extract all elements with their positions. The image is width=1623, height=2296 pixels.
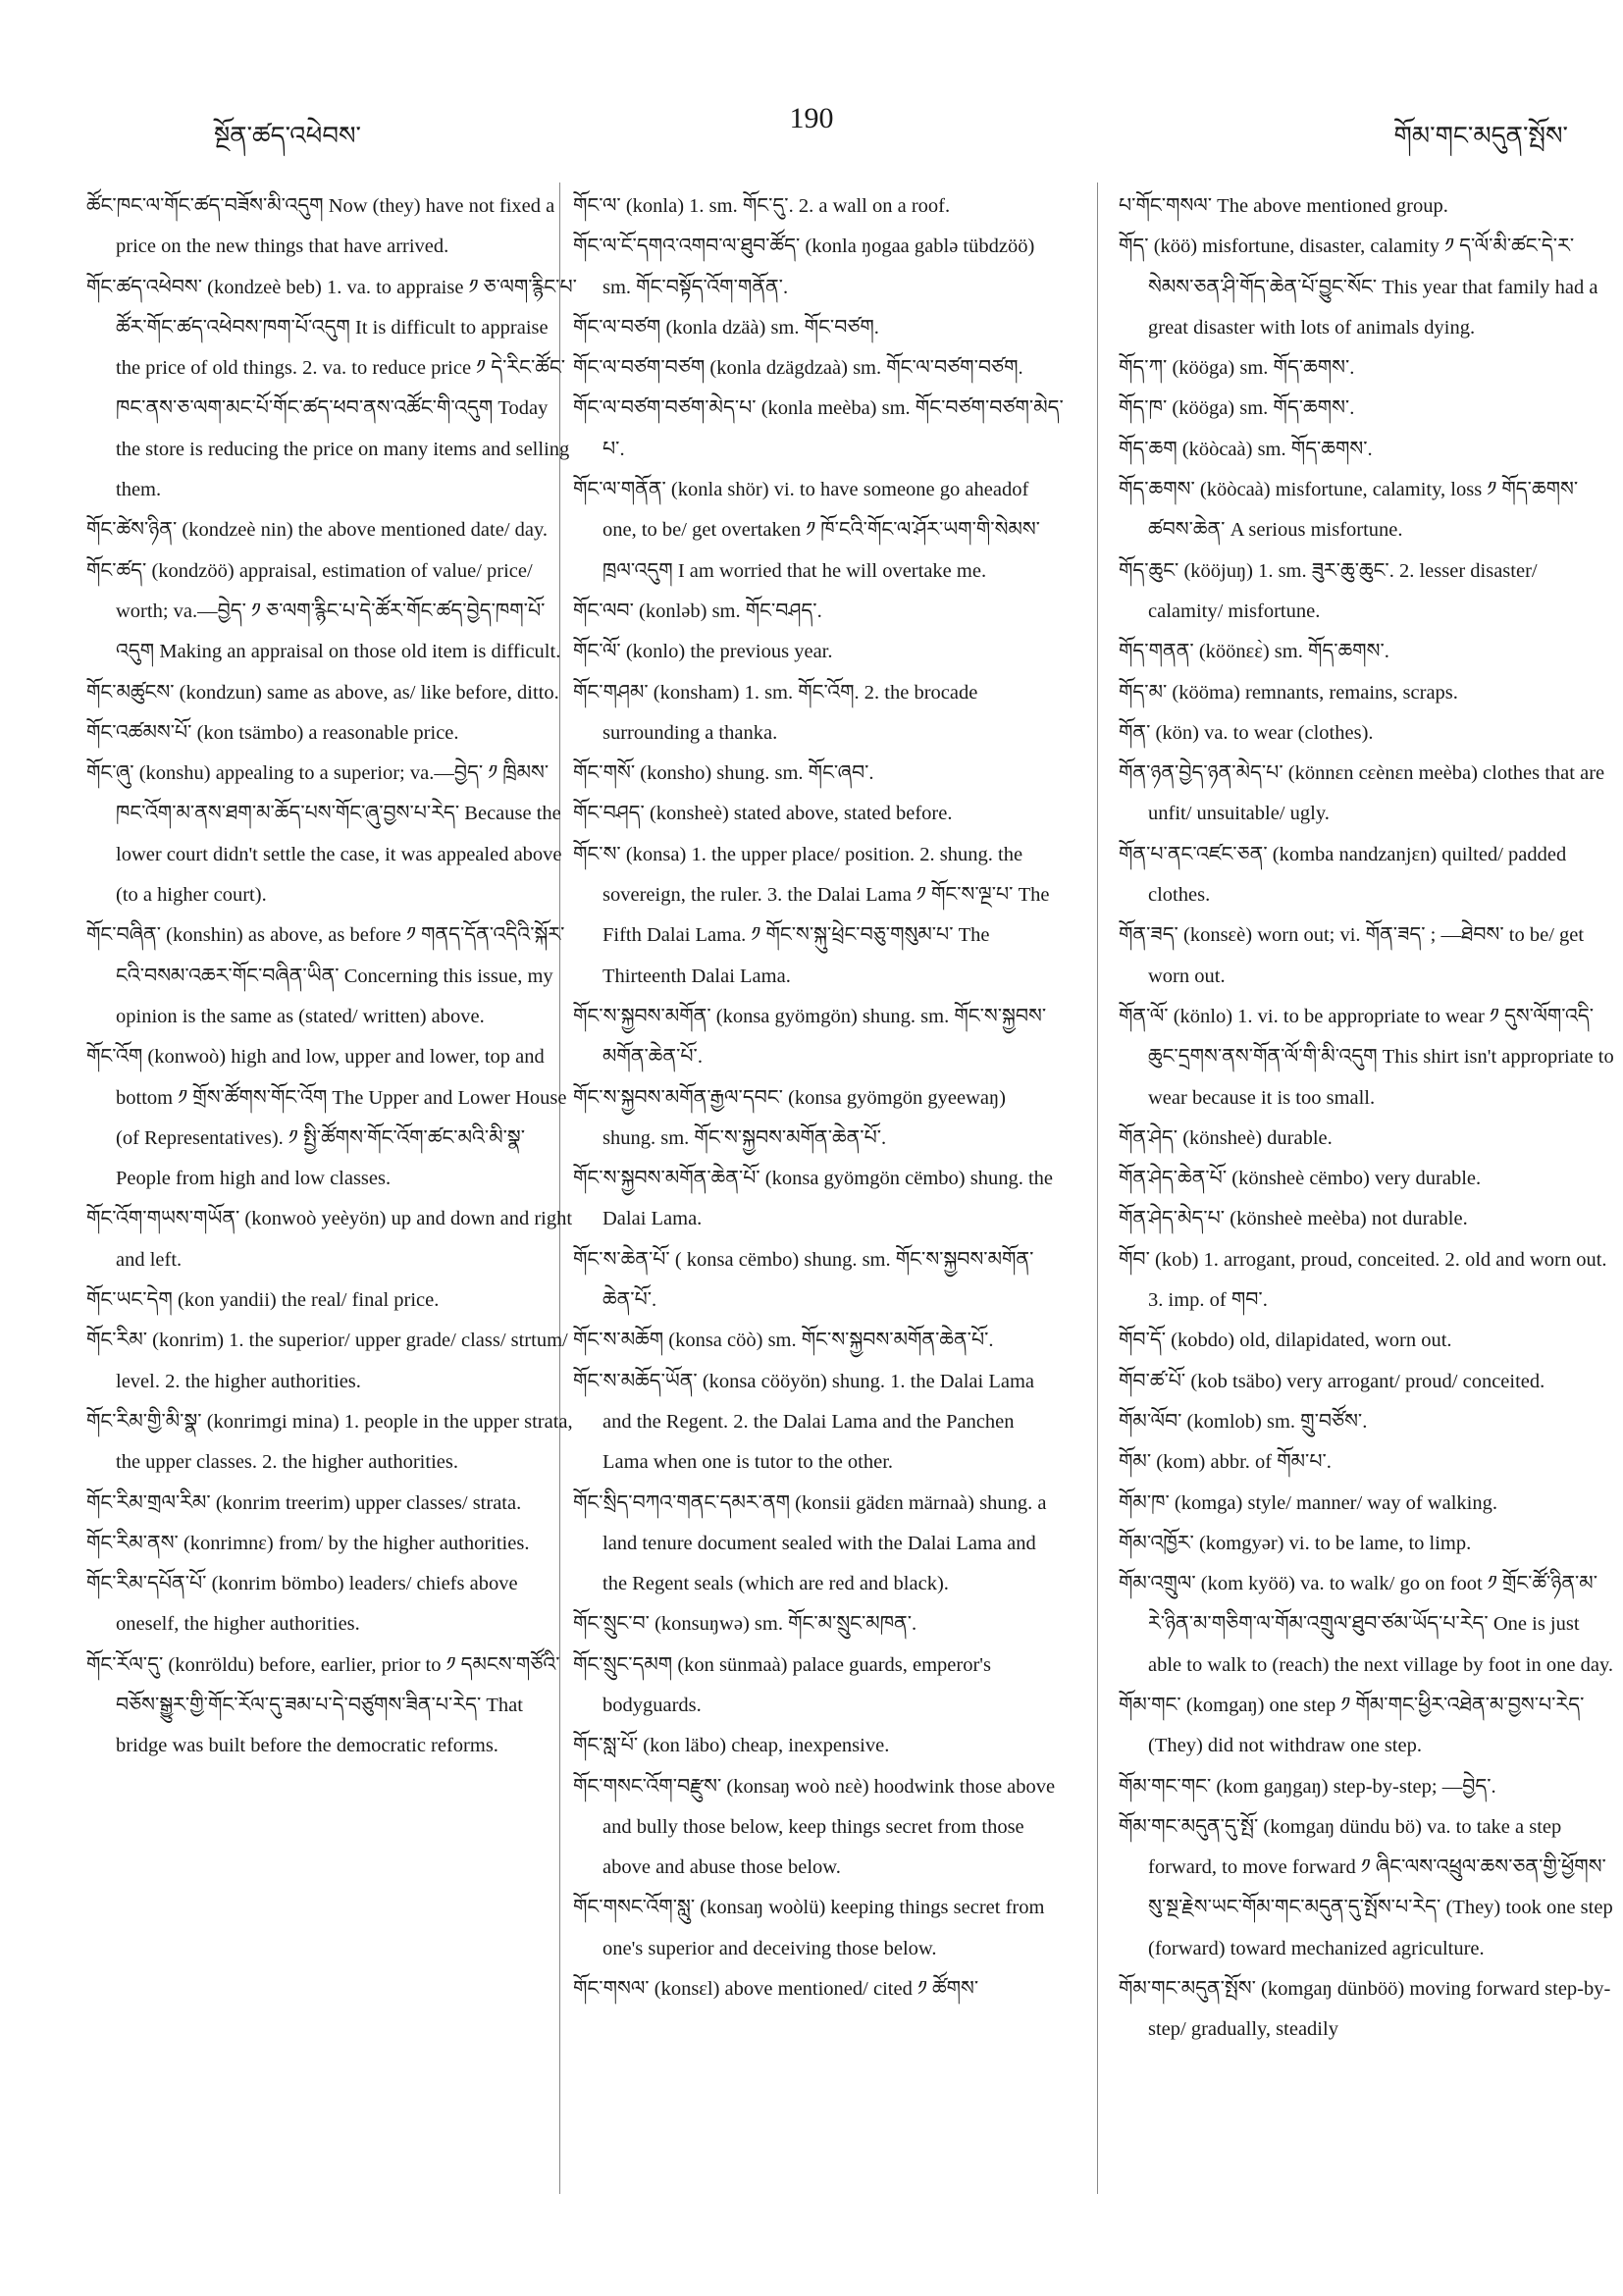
dictionary-entry: གོབ་ཚ་པོ་ (kob tsäbo) very arrogant/ proud/ conceited. [1119,1370,1545,1392]
dictionary-entry: གོང་བཤད་ (konsheè) stated above, stated before. [573,803,953,825]
dictionary-entry: གོང་གསང་འོག་སླུ་ (konsaŋ woòlü) keeping things secret from one's superior and deceiving those below. [573,1897,1045,1959]
dictionary-entry: གོད་གནན་ (köönɛɛ̀) sm. གོད་ཆགས་. [1119,641,1389,663]
dictionary-entry: གོམ་འགྲུལ་ (kom kyöö) va. to walk/ go on foot ༡ གྲོང་ཚོ་ཉིན་མ་རེ་ཉིན་མ་གཅིག་ལ་གོམ་འགྲུལ་ཐུབ་ཙམ་ཡོད་པ་རེད་ One is just able to walk to (reach) the next village by foot in one day. [1119,1573,1613,1676]
running-header-right: གོམ་གང་མདུན་སྤོས་ [1393,122,1568,151]
dictionary-entry: གོང་ལ་གནོན་ (konla shör) vi. to have someone go aheadof one, to be/ get overtaken ༡ ཁོ་ངའི་གོང་ལ་ཤོར་ཡག་གི་སེམས་ཁྲལ་འདུག I am worried that he will overtake me. [573,479,1040,582]
dictionary-entry: གོང་གསང་འོག་བརྫུས་ (konsaŋ woò nɛè) hoodwink those above and bully those below, keep things secret from those above and abuse those below. [573,1775,1056,1879]
dictionary-entry: གོང་གཤམ་ (konsham) 1. sm. གོང་འོག. 2. the brocade surrounding a thanka. [573,681,978,744]
column-2 [573,186,1064,2009]
dictionary-entry: གོང་གསོ་ (konsho) shung. sm. གོང་ཞབ་. [573,762,874,785]
dictionary-entry: གོང་ཡང་དེག (kon yandii) the real/ final price. [86,1289,440,1312]
dictionary-entry: གོམ་གང་མདུན་དུ་སྤོ་ (komgaŋ dündu bö) va. to take a step forward, to move forward ༡ ཞིང་ལས་འཕྲུལ་ཆས་ཅན་གྱི་ཕྱོགས་སུ་སྔ་རྗེས་ཡང་གོམ་གང་མདུན་དུ་སྤོས་པ་རེད་ (They) took one step (forward) toward mechanized agriculture. [1119,1815,1613,1959]
dictionary-entry: གོམ་ (kom) abbr. of གོམ་པ་. [1119,1451,1332,1474]
dictionary-entry: གོང་སླ་པོ་ (kon läbo) cheap, inexpensive. [573,1735,890,1757]
dictionary-entry: གོང་རིམ་གྲལ་རིམ་ (konrim treerim) upper classes/ strata. [86,1491,522,1514]
dictionary-entry: གོང་སྲུང་དམག (kon sünmaà) palace guards, emperor's bodyguards. [573,1653,991,1716]
dictionary-entry: གོན་ཉན་བྱེད་ཉན་མེད་པ་ (könnɛn cɛènɛn meèba) clothes that are unfit/ unsuitable/ ugly. [1119,762,1605,825]
dictionary-entry: ཚོང་ཁང་ལ་གོང་ཚད་བཟོས་མི་འདུག Now (they) have not fixed a price on the new things that have arrived. [86,195,555,258]
dictionary-entry: གོང་ལ་བཙག་བཙག་མེད་པ་ (konla meèba) sm. གོང་བཙག་བཙག་མེད་པ་. [573,397,1064,460]
dictionary-entry: གོམ་གང་མདུན་སྤོས་ (komgaŋ dünböö) moving forward step-by-step/ gradually, steadily [1119,1978,1611,2041]
dictionary-entry: གོང་ས་སྐྱབས་མགོན་ཆེན་པོ་ (konsa gyömgön cëmbo) shung. the Dalai Lama. [573,1168,1053,1230]
dictionary-entry: གོབ་ (kob) 1. arrogant, proud, conceited. 2. old and worn out. 3. imp. of གབ་. [1119,1248,1607,1312]
dictionary-entry: གོད་ཀ་ (kööga) sm. གོད་ཆགས་. [1119,357,1355,380]
dictionary-entry: གོང་ལབ་ (konləb) sm. གོང་བཤད་. [573,600,822,622]
dictionary-entry: གོད་ (köö) misfortune, disaster, calamity ༡ ད་ལོ་མི་ཚང་དེ་ར་སེམས་ཅན་ཤི་གོད་ཆེན་པོ་བྱུང་སོང་ This year that family had a great disaster with lots of animals dying. [1119,235,1598,339]
column-3 [1119,186,1614,2051]
dictionary-entry: གོང་རིམ་གྱི་མི་སྣ་ (konrimgi mina) 1. people in the upper strata, the upper classes. 2. the higher authorities. [86,1410,573,1474]
dictionary-entry: གོད་ཆག (köòcaà) sm. གོད་ཆགས་. [1119,438,1373,460]
dictionary-entry: གོང་ལ་བཙག (konla dzäà) sm. གོང་བཙག. [573,316,879,339]
dictionary-entry: གོང་གསལ་ (konsɛl) above mentioned/ cited ༡ ཚོགས་ [573,1978,979,2001]
dictionary-entry: གོད་མ་ (kööma) remnants, remains, scraps. [1119,681,1458,704]
dictionary-entry: གོང་ས་ (konsa) 1. the upper place/ position. 2. shung. the sovereign, the ruler. 3. the Dalai Lama ༡ གོང་ས་ལྔ་པ་ The Fifth Dalai Lama. ༡ གོང་ས་སྐུ་ཕྲེང་བཅུ་གསུམ་པ་ The Thirteenth Dalai Lama. [573,843,1050,987]
dictionary-entry: གོན་ཤེད་ཆེན་པོ་ (könsheè cëmbo) very durable. [1119,1168,1482,1190]
column-divider-2 [1097,183,1098,2194]
dictionary-entry: གོམ་ཁ་ (komga) style/ manner/ way of walking. [1119,1491,1497,1514]
dictionary-entry: གོན་ཟད་ (konsɛè) worn out; vi. གོན་ཟད་ ; —ཐེབས་ to be/ get worn out. [1119,924,1585,987]
dictionary-entry: གོང་རིམ་ (konrim) 1. the superior/ upper grade/ class/ strtum/ level. 2. the higher authorities. [86,1330,568,1392]
dictionary-entry: གོད་ཆགས་ (köòcaà) misfortune, calamity, loss ༡ གོད་ཆགས་ཚབས་ཆེན་ A serious misfortune. [1119,479,1579,542]
dictionary-entry: གོམ་གང་ (komgaŋ) one step ༡ གོམ་གང་ཕྱིར་འཐེན་མ་བྱས་པ་རེད་ (They) did not withdraw one step. [1119,1694,1585,1757]
dictionary-entry: གོང་བཞིན་ (konshin) as above, as before ༡ གནད་དོན་འདིའི་སྐོར་ངའི་བསམ་འཆར་གོང་བཞིན་ཡིན་ Concerning this issue, my opinion is the same as (stated/ written) above. [86,924,565,1027]
dictionary-entry: གོང་ལ་ངོ་དགའ་འགབ་ལ་ཐུབ་ཚོད་ (konla ŋogaa gablə tübdzöö) sm. གོང་བསྟོད་འོག་གནོན་. [573,235,1035,298]
page-number: 190 [789,102,834,134]
dictionary-entry: གོང་རོལ་དུ་ (konröldu) before, earlier, prior to ༡ དམངས་གཙོའི་བཅོས་སྒྱུར་གྱི་གོང་རོལ་དུ་ཟམ་པ་དེ་བཙུགས་ཟིན་པ་རེད་ That bridge was built before the democratic reforms. [86,1653,560,1757]
dictionary-entry: གོང་འཚམས་པོ་ (kon tsämbo) a reasonable price. [86,721,459,744]
dictionary-entry: གོན་ (kön) va. to wear (clothes). [1119,721,1374,744]
dictionary-entry: གོང་ལོ་ (konlo) the previous year. [573,641,833,663]
dictionary-entry: གོང་སྲིད་བཀའ་གནང་དམར་ནག (konsii gädɛn märnaà) shung. a land tenure document sealed with the Dalai Lama and the Regent seals (which are red and black). [573,1491,1047,1595]
dictionary-entry: གོན་ལོ་ (könlo) 1. vi. to be appropriate to wear ༡ དུས་ལོག་འདི་ཆུང་དྲགས་ནས་གོན་ལོ་གི་མི་འདུག This shirt isn't appropriate to wear because it is too small. [1119,1005,1614,1109]
dictionary-entry: གོམ་གང་གང་ (kom gaŋgaŋ) step-by-step; —བྱེད་. [1119,1775,1496,1798]
dictionary-entry: གོང་ས་སྐྱབས་མགོན་ (konsa gyömgön) shung. sm. གོང་ས་སྐྱབས་མགོན་ཆེན་པོ་. [573,1005,1047,1069]
column-1 [86,186,577,1767]
dictionary-entry: གོན་པ་ནང་འཛང་ཅན་ (komba nandzanjɛn) quilted/ padded clothes. [1119,843,1567,907]
dictionary-entry: གོན་ཤེད་ (könsheè) durable. [1119,1126,1333,1149]
dictionary-entry: གོང་སྲུང་བ་ (konsuŋwə) sm. གོང་མ་སྲུང་མཁན་. [573,1613,917,1636]
dictionary-entry: གོང་འོག (konwoò) high and low, upper and lower, top and bottom ༡ གྲོས་ཚོགས་གོང་འོག The Upper and Lower House (of Representatives). ༡ སྤྱི་ཚོགས་གོང་འོག་ཚང་མའི་མི་སྣ་ People from high and low classes. [86,1046,567,1190]
dictionary-entry: གོབ་དོ་ (kobdo) old, dilapidated, worn out. [1119,1330,1452,1352]
dictionary-entry: པ་གོང་གསལ་ The above mentioned group. [1119,195,1448,217]
dictionary-entry: གོམ་འཁྱོར་ (komgyər) vi. to be lame, to limp. [1119,1532,1472,1554]
dictionary-entry: གོང་ས་ཆེན་པོ་ ( konsa cëmbo) shung. sm. གོང་ས་སྐྱབས་མགོན་ཆེན་པོ་. [573,1248,1034,1312]
dictionary-entry: གོང་འོག་གཡས་གཡོན་ (konwoò yeèyön) up and down and right and left. [86,1208,573,1271]
dictionary-entry: གོང་ཞུ་ (konshu) appealing to a superior; va.—བྱེད་ ༡ ཁྲིམས་ཁང་འོག་མ་ནས་ཐག་མ་ཆོད་པས་གོང་ཞུ་བྱས་པ་རེད་ Because the lower court didn't settle the case, it was appealed above (to a higher court). [86,762,562,907]
dictionary-entry: གོང་ལ་ (konla) 1. sm. གོང་དུ་. 2. a wall on a roof. [573,195,951,217]
running-header-left: སྔོན་ཚད་འཕེབས་ [214,122,362,151]
dictionary-entry: གོད་ཆུང་ (kööjuŋ) 1. sm. ཟུར་ཆུ་ཆུང་. 2. lesser disaster/ calamity/ misfortune. [1119,559,1538,622]
dictionary-entry: གོང་ལ་བཙག་བཙག (konla dzägdzaà) sm. གོང་ལ་བཙག་བཙག. [573,357,1023,380]
dictionary-entry: གོང་ཚད་ (kondzöö) appraisal, estimation of value/ price/ worth; va.—བྱེད་ ༡ ཅ་ལག་རྙིང་པ་དེ་ཚོར་གོང་ཚད་བྱེད་ཁག་པོ་འདུག Making an appraisal on those old item is difficult. [86,559,561,663]
dictionary-entry: གོང་ས་སྐྱབས་མགོན་རྒྱལ་དབང་ (konsa gyömgön gyeewaŋ) shung. sm. གོང་ས་སྐྱབས་མགོན་ཆེན་པོ་. [573,1086,1006,1149]
dictionary-entry: གོང་རིམ་དཔོན་པོ་ (konrim bömbo) leaders/ chiefs above oneself, the higher authorities. [86,1573,518,1636]
dictionary-entry: གོང་ཚེས་ཉིན་ (kondzeè nin) the above mentioned date/ day. [86,519,549,542]
dictionary-entry: གོང་ས་མཆོད་ཡོན་ (konsa cööyön) shung. 1. the Dalai Lama and the Regent. 2. the Dalai Lama and the Panchen Lama when one is tutor to the other. [573,1370,1034,1474]
dictionary-entry: གོང་ཚད་འཕེབས་ (kondzeè beb) 1. va. to appraise ༡ ཅ་ལག་རྙིང་པ་ཚོར་གོང་ཚད་འཕེབས་ཁག་པོ་འདུག It is difficult to appraise the price of old things. 2. va. to reduce price ༡ དེ་རིང་ཚོང་ཁང་ནས་ཅ་ལག་མང་པོ་གོང་ཚད་ཕབ་ནས་འཚོང་གི་འདུག Today the store is reducing the price on many items and selling them. [86,276,577,501]
dictionary-entry: གོན་ཤེད་མེད་པ་ (könsheè meèba) not durable. [1119,1208,1468,1230]
dictionary-entry: གོམ་ལོབ་ (komlob) sm. གྲུ་བཙོས་. [1119,1410,1368,1433]
dictionary-entry: གོད་ཁ་ (kööga) sm. གོད་ཆགས་. [1119,397,1355,420]
dictionary-entry: གོང་མཚུངས་ (kondzun) same as above, as/ like before, ditto. [86,681,559,704]
dictionary-entry: གོང་རིམ་ནས་ (konrimnɛ) from/ by the higher authorities. [86,1532,530,1554]
dictionary-entry: གོང་ས་མཆོག (konsa cöò) sm. གོང་ས་སྐྱབས་མགོན་ཆེན་པོ་. [573,1330,994,1352]
